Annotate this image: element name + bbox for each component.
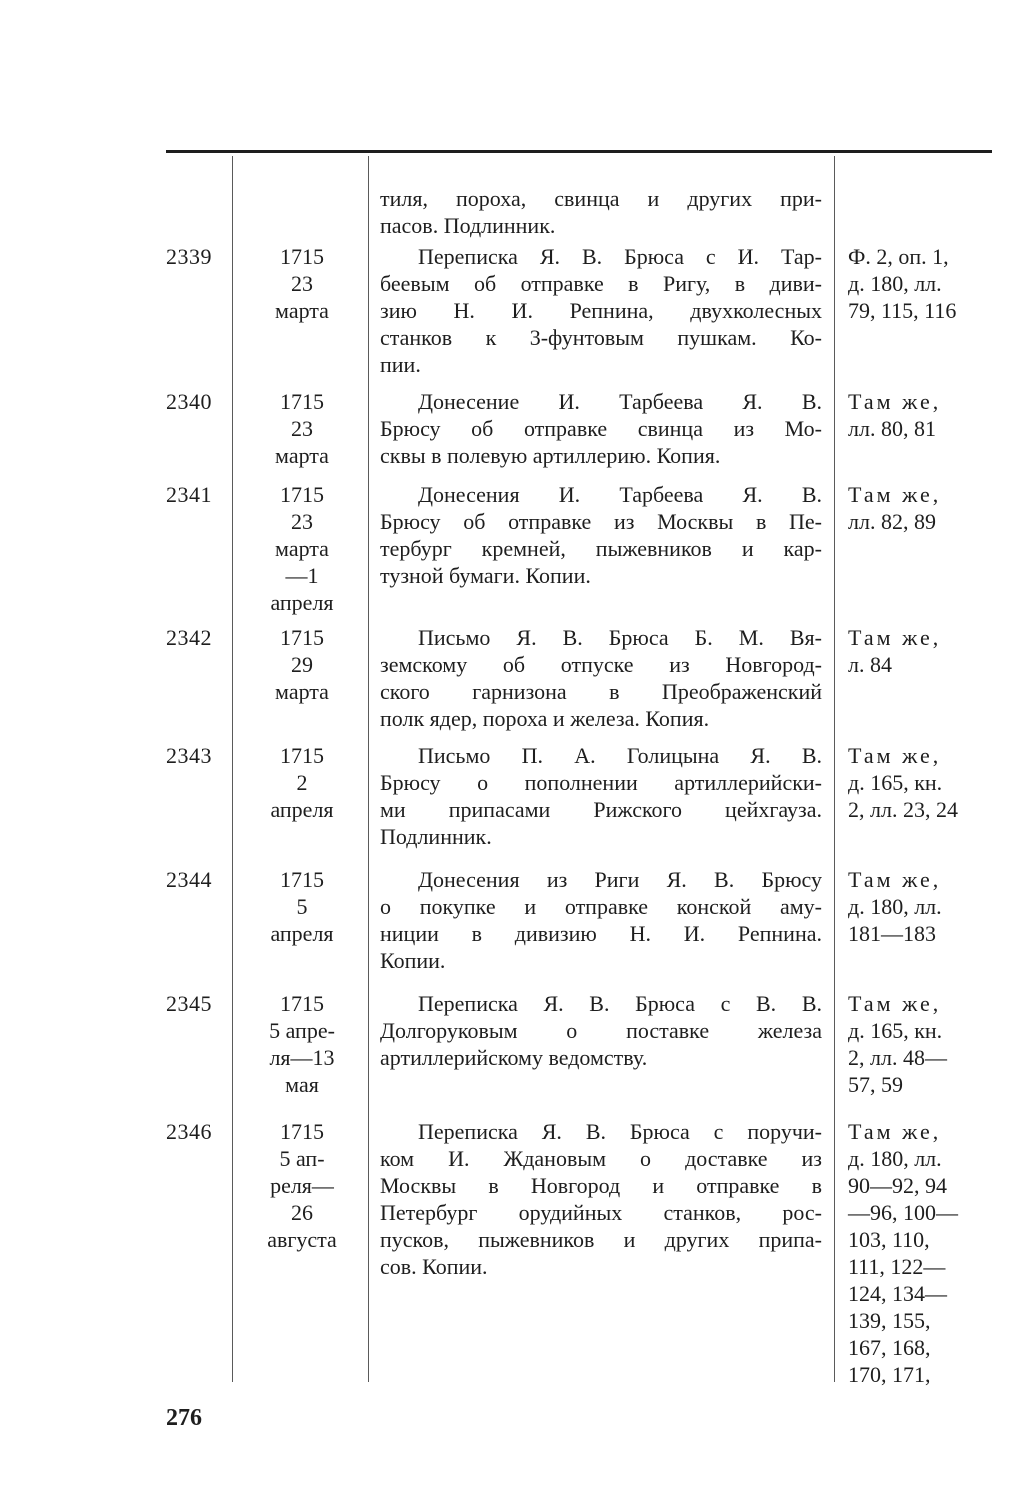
entry-reference: Там же, д. 180, лл. 181—183	[848, 867, 942, 946]
entry-reference: Ф. 2, оп. 1, д. 180, лл. 79, 115, 116	[848, 244, 957, 323]
entry-description: Донесения из Риги Я. В. Брюсу о покупке и отправке конской аму- ниции в дивизию Н. И. Репнина. Копии.	[380, 867, 822, 973]
column-divider	[232, 156, 233, 1382]
column-divider	[368, 156, 369, 1382]
entry-reference: Там же, л. 84	[848, 625, 942, 677]
entry-number: 2340	[166, 389, 212, 414]
entry-description: Письмо Я. В. Брюса Б. М. Вя- земскому об отпуске из Новгород- ского гарнизона в Преображенский полк ядер, пороха и железа. Копия.	[380, 625, 822, 731]
entry-description: Донесение И. Тарбеева Я. В. Брюсу об отправке свинца из Мо- сквы в полевую артиллерию. Копия.	[380, 389, 822, 468]
entry-description: Донесения И. Тарбеева Я. В. Брюсу об отправке из Москвы в Пе- тербург кремней, пыжевников и кар- тузной бумаги. Копии.	[380, 482, 822, 588]
entry-number: 2342	[166, 625, 212, 650]
column-divider	[834, 156, 835, 1382]
entry-date: 1715 29 марта	[275, 625, 329, 704]
entry-number: 2343	[166, 743, 212, 768]
entry-date: 1715 23 марта	[275, 389, 329, 468]
entry-description: Переписка Я. В. Брюса с поручи- ком И. Ждановым о доставке из Москвы в Новгород и отправке в Петербург орудийных станков, рос- пусков, пыжевников и других припа- сов. Копии.	[380, 1119, 822, 1279]
page-number: 276	[166, 1405, 202, 1431]
entry-description: тиля, пороха, свинца и других при- пасов. Подлинник.	[380, 186, 822, 238]
entry-date: 1715 5 апреля	[270, 867, 334, 946]
entry-reference: Там же, д. 180, лл. 90—92, 94 —96, 100— 103, 110, 111, 122— 124, 134— 139, 155, 167, 168, 170, 171,	[848, 1119, 958, 1387]
entry-number: 2344	[166, 867, 212, 892]
entry-description: Письмо П. А. Голицына Я. В. Брюсу о пополнении артиллерийски- ми припасами Рижского цейхгауза. Подлинник.	[380, 743, 822, 849]
entry-description: Переписка Я. В. Брюса с В. В. Долгоруковым о поставке железа артиллерийскому ведомству.	[380, 991, 822, 1070]
entry-date: 1715 5 апре- ля—13 мая	[269, 991, 335, 1097]
entry-date: 1715 5 ап- реля— 26 августа	[267, 1119, 337, 1252]
entry-number: 2341	[166, 482, 212, 507]
entry-description: Переписка Я. В. Брюса с И. Тар- беевым об отправке в Ригу, в диви- зию Н. И. Репнина, двухколесных станков к 3-фунтовым пушкам. Ко- пии.	[380, 244, 822, 377]
entry-reference: Там же, лл. 80, 81	[848, 389, 942, 441]
entry-number: 2339	[166, 244, 212, 269]
entry-reference: Там же, д. 165, кн. 2, лл. 48— 57, 59	[848, 991, 947, 1097]
entry-number: 2346	[166, 1119, 212, 1144]
top-rule	[166, 150, 992, 153]
entry-number: 2345	[166, 991, 212, 1016]
entry-reference: Там же, лл. 82, 89	[848, 482, 942, 534]
entry-date: 1715 23 марта	[275, 244, 329, 323]
entry-date: 1715 23 марта —1 апреля	[270, 482, 334, 615]
entry-reference: Там же, д. 165, кн. 2, лл. 23, 24	[848, 743, 958, 822]
entry-date: 1715 2 апреля	[270, 743, 334, 822]
